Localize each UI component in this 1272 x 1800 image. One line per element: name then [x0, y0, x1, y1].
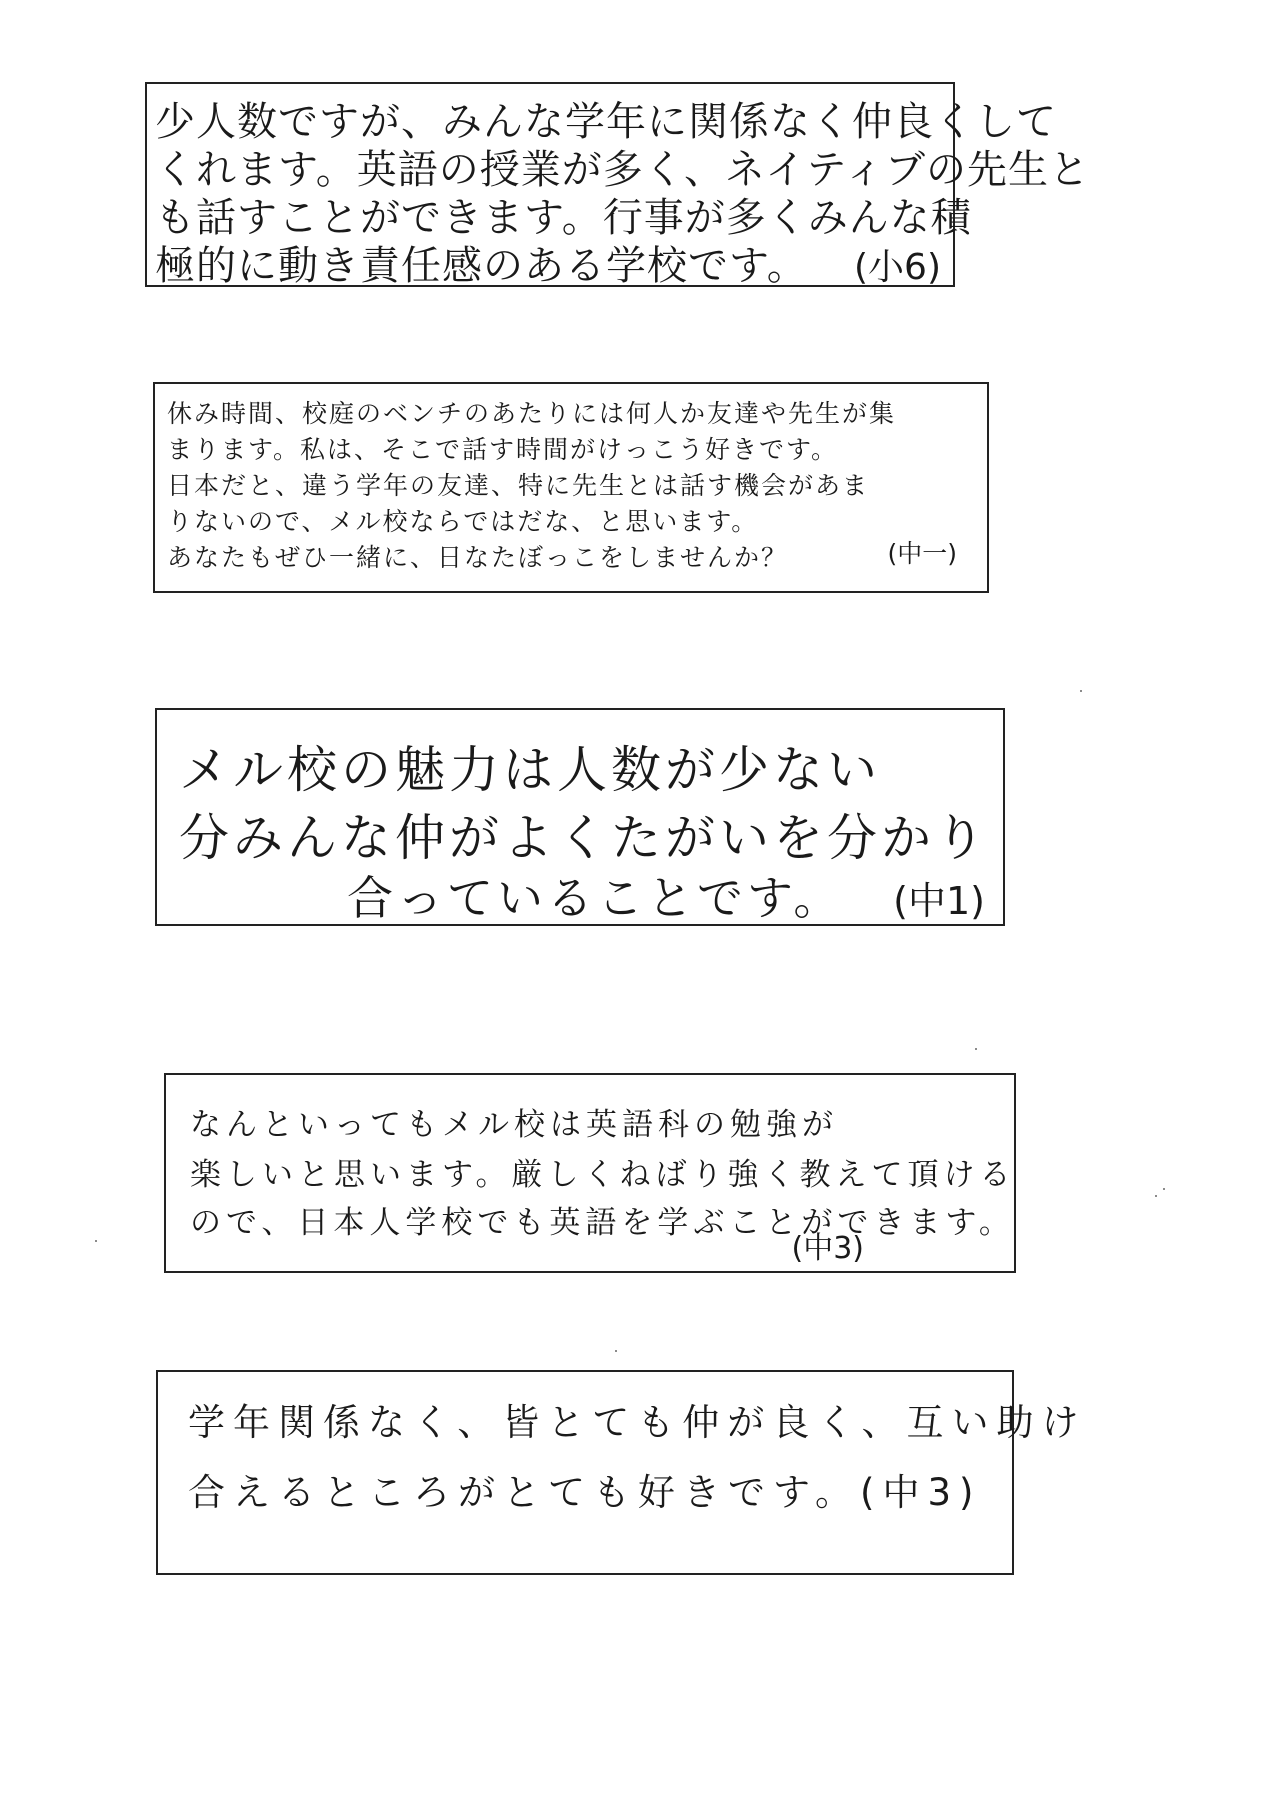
comment-line: も話すことができます。行事が多くみんな積 [155, 195, 972, 241]
comment-line: 分みんな仲がよくたがいを分かり [179, 809, 989, 867]
comment-line: 少人数ですが、みんな学年に関係なく仲良くして [155, 99, 1057, 145]
comment-line: あなたもぜひ一緒に、日なたぼっこをしませんか？ [167, 543, 789, 572]
comment-line: 極的に動き責任感のある学校です。 [155, 243, 808, 289]
comment-line: なんといってもメル校は英語科の勉強が [190, 1107, 838, 1143]
scan-speck [1080, 690, 1082, 692]
scan-speck [615, 1350, 617, 1352]
comment-line: 合えるところがとても好きです。(中3) [188, 1471, 982, 1514]
scan-speck [95, 1240, 97, 1242]
comment-line: まります。私は、そこで話す時間がけっこう好きです。 [167, 435, 839, 464]
comment-card-1 [145, 82, 1090, 289]
comment-line: 日本だと、違う学年の友達、特に先生とは話す機会があま [167, 471, 870, 500]
grade-tag: (中1) [893, 879, 985, 923]
grade-tag: (中3) [791, 1231, 864, 1266]
comment-card-2 [153, 382, 989, 593]
scan-speck [1155, 1195, 1157, 1197]
comment-card-5 [156, 1370, 1087, 1575]
comment-line: 楽しいと思います。厳しくねばり強く教えて頂ける [190, 1157, 1016, 1193]
comment-card-4 [164, 1073, 1016, 1273]
grade-tag: (中一) [887, 539, 957, 568]
comment-line: 休み時間、校庭のベンチのあたりには何人か友達や先生が集 [167, 399, 897, 428]
scan-speck [1163, 1188, 1165, 1190]
comment-line: 学年関係なく、皆とても仲が良く、互い助け [188, 1401, 1087, 1444]
comment-line: くれます。英語の授業が多く、ネイティブの先生と [155, 147, 1090, 193]
comment-line: ので、日本人学校でも英語を学ぶことができます。 [190, 1205, 1015, 1241]
comment-card-3 [155, 708, 1005, 926]
comment-line: 合っていることです。 [347, 871, 844, 925]
scan-speck [975, 1048, 977, 1050]
comment-line: りないので、メル校ならではだな、と思います。 [167, 507, 759, 536]
comment-line: メル校の魅力は人数が少ない [179, 741, 881, 799]
grade-tag: (小6) [854, 247, 941, 288]
